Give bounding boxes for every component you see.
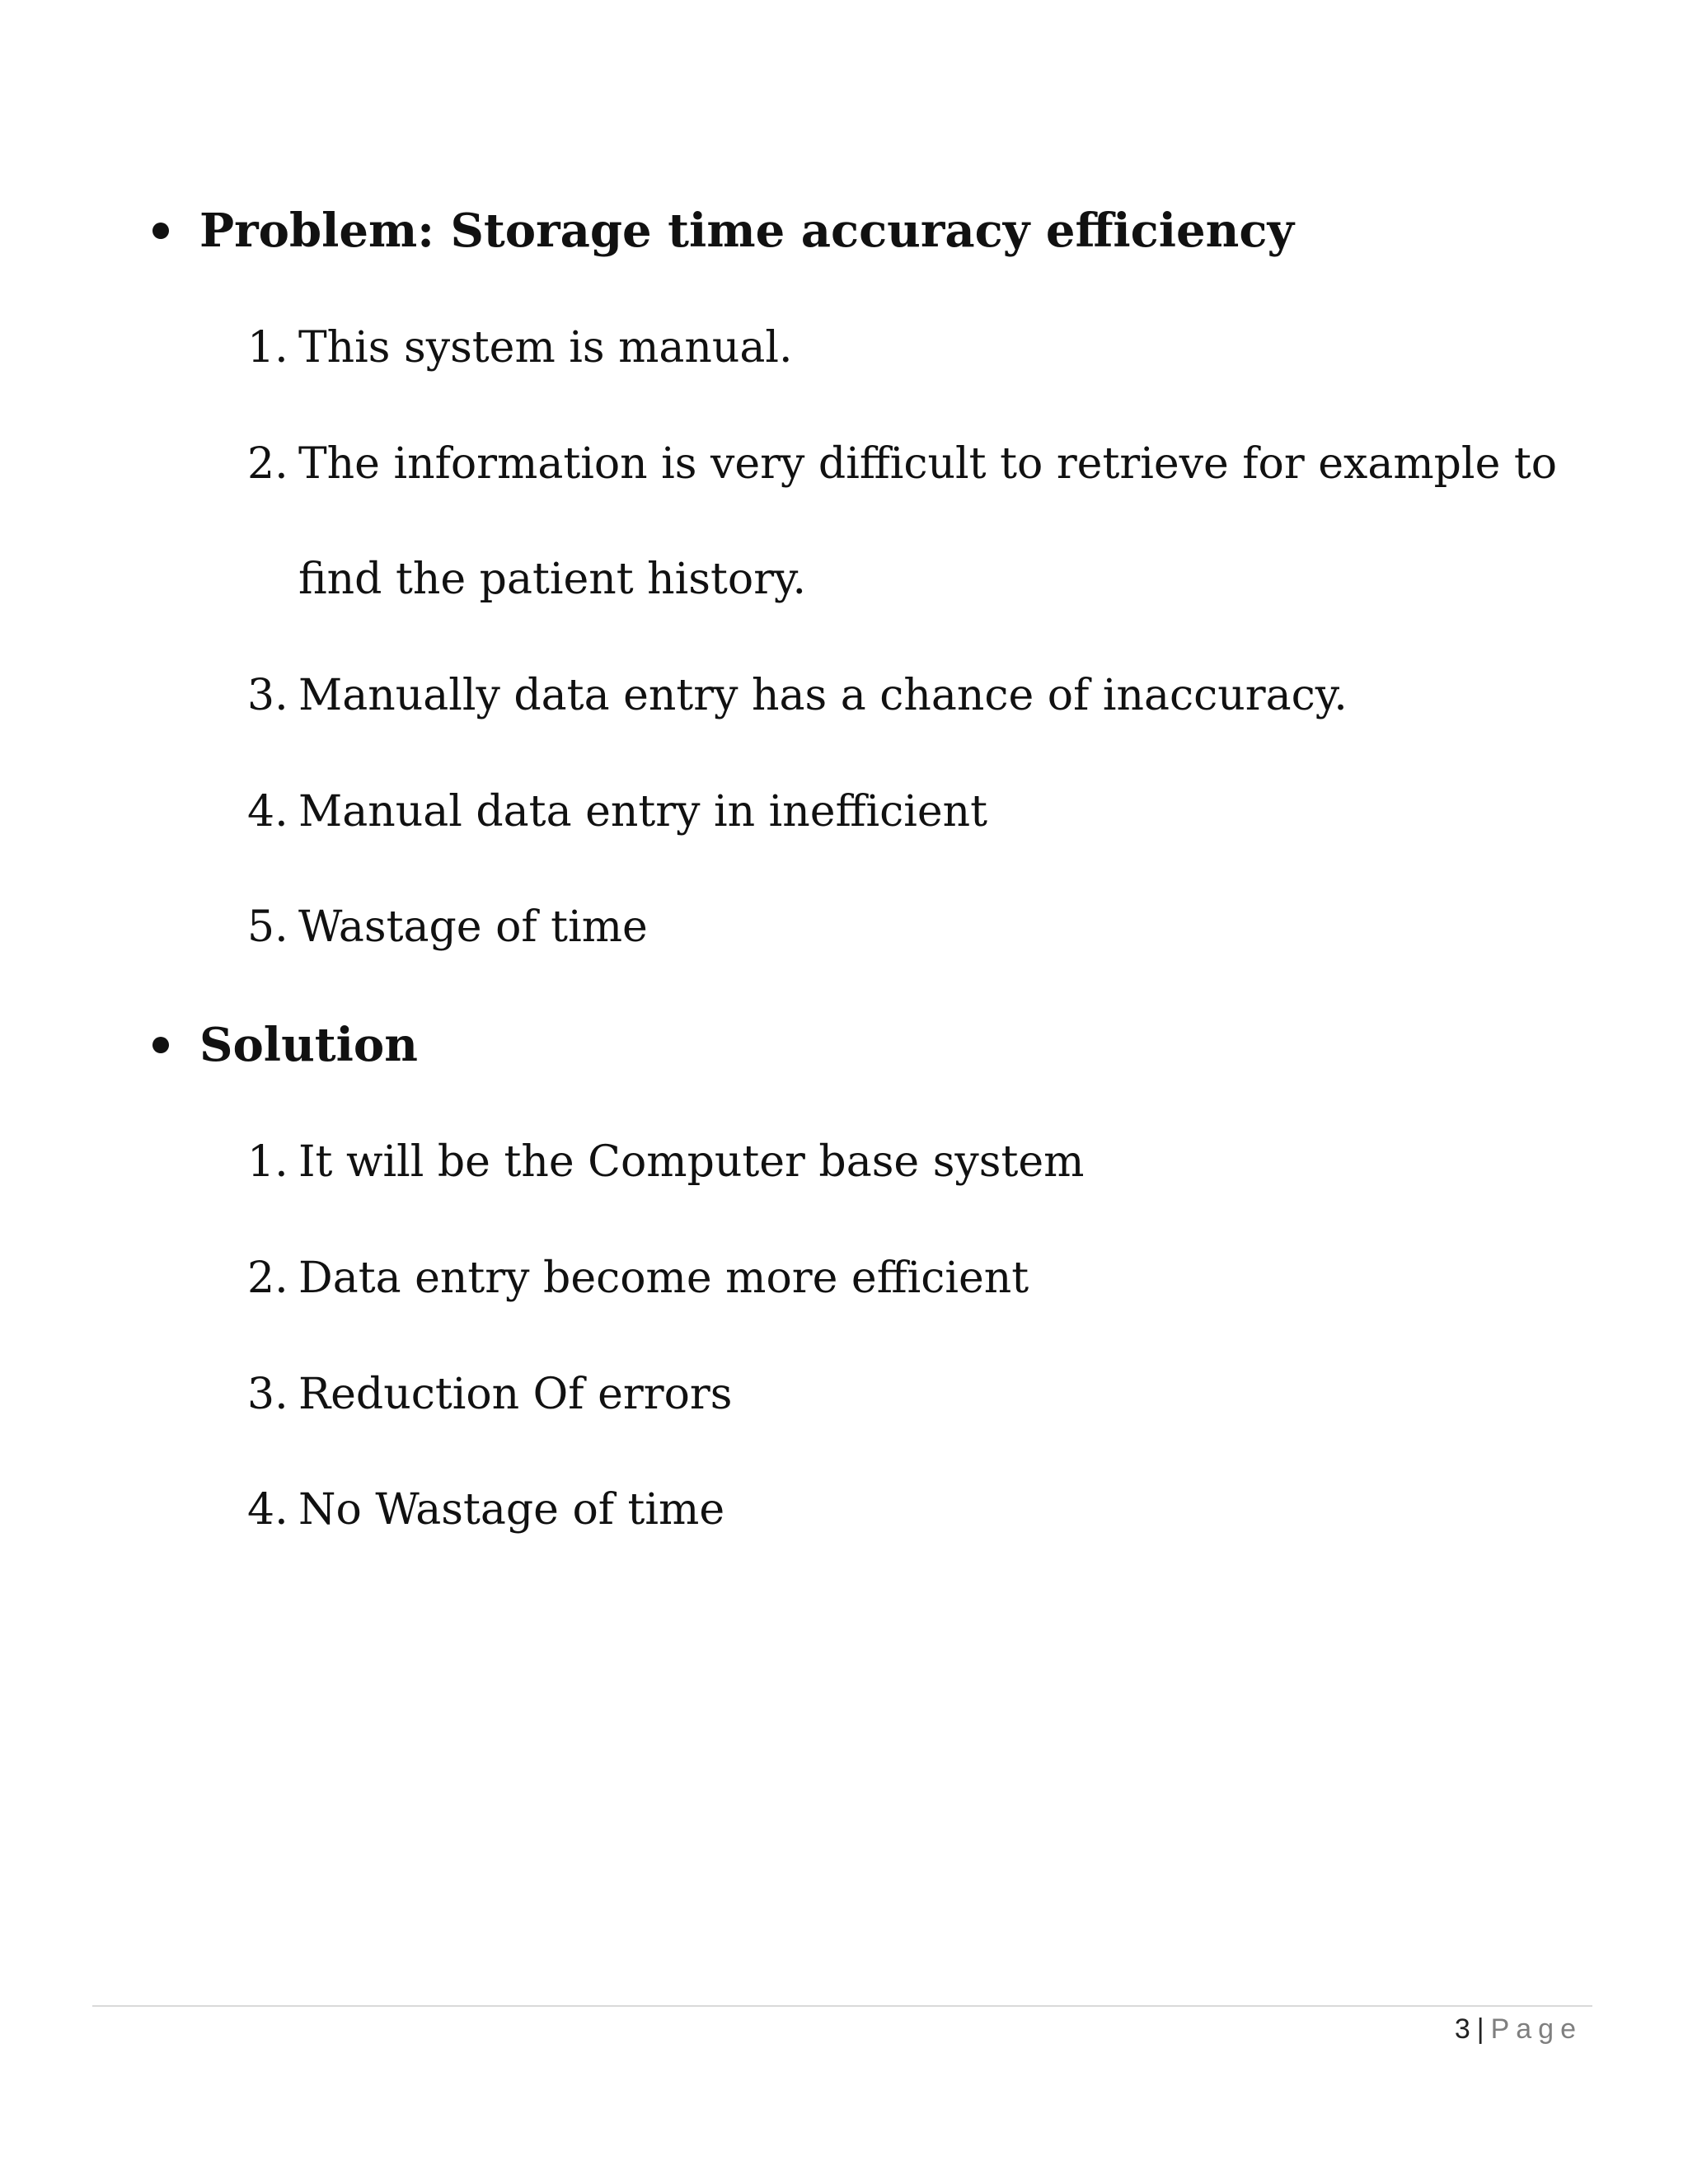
list-item-text: Manually data entry has a chance of inaccuracy. [298,671,1348,720]
list-item-text: Reduction Of errors [298,1370,733,1419]
list-item-number: 5. [247,902,288,952]
solution-list-item [247,1366,732,1423]
list-item-text: No Wastage of time [298,1485,725,1535]
list-item-text: This system is manual. [298,323,793,373]
list-item-number: 4. [247,1485,288,1535]
list-item-number: 3. [247,1370,288,1419]
list-item-number: 1. [247,1137,288,1187]
list-item-text: Wastage of time [298,902,648,952]
problem-list-item [247,667,1348,724]
list-item-text: It will be the Computer base system [298,1137,1085,1187]
solution-list-item [247,1481,724,1539]
list-item-number: 3. [247,671,288,720]
list-item-text: Data entry become more efficient [298,1254,1029,1303]
list-item-number: 4. [247,787,288,837]
list-item-number: 1. [247,323,288,373]
problem-heading-text: Problem: Storage time accuracy efficiency [199,204,1295,258]
problem-list-item [247,319,793,377]
list-item-number: 2. [247,439,288,489]
solution-list-item [247,1133,1084,1191]
list-item-text: Manual data entry in inefficient [298,787,988,837]
solution-list-item [247,1249,1029,1307]
page-footer [1455,2009,1582,2049]
problem-list-item [247,783,987,841]
list-item-number: 2. [247,1254,288,1303]
footer-separator: | [1476,2013,1484,2045]
footer-divider [92,2005,1592,2007]
problem-list-item [247,898,648,956]
problem-list-item [247,435,1557,493]
page-label: Page [1490,2013,1582,2045]
bullet-icon [152,1037,169,1053]
bullet-icon [152,223,169,239]
solution-heading-text: Solution [199,1018,418,1072]
list-item-text: The information is very difficult to retrieve for example to [298,439,1558,489]
list-item-continuation: find the patient history. [298,555,807,604]
page-number: 3 [1454,2013,1470,2045]
